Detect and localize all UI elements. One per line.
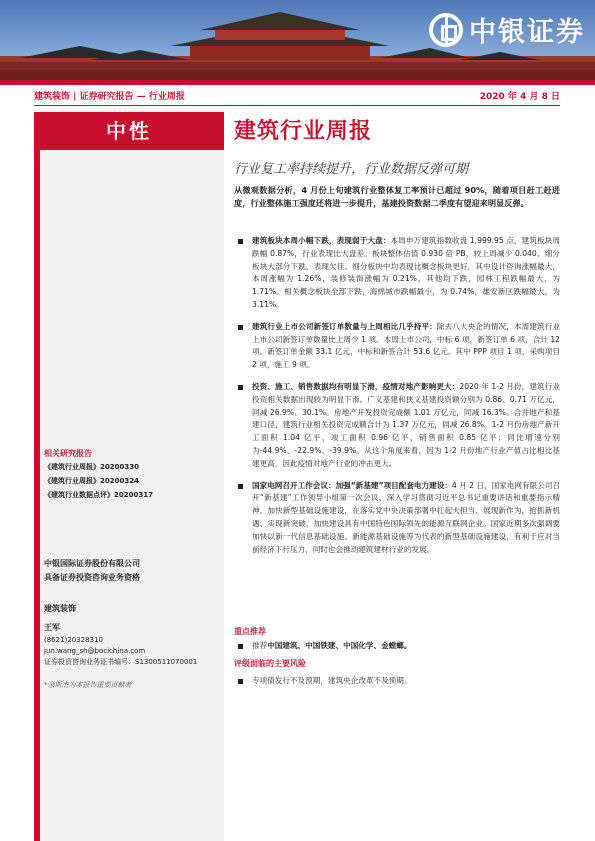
brand-name: 中银证券 [469,17,585,48]
key-point-lead: 建筑行业上市公司新签订单数量与上周相比几乎持平： [252,321,437,331]
recommend-stocks: 中国建筑、中国铁建、中国化学、金螳螂。 [267,641,412,650]
bullet-square-icon [238,679,243,684]
recommend-lead: 推荐 [252,641,268,650]
key-point-text: 本周申万建筑指数收盘 1,999.95 点，建筑板块周跌幅 0.87%，行业表现比大盘差。板块整体估值 0.930 倍 PB，较上周减少 0.040。细分板块大部分下跌，表现欠佳。细分板块中均表现比概念板块更好，其中设计咨询涨幅最大，本周涨幅为 1.26%，装修装饰涨幅为 0.21%，其他均下跌，园林工程跌幅最大，为 1.71%。相关概念板块全部下跌，海绵城市跌幅最小，为 0.74%，雄安新区跌幅最大，为 3.11%。 [252,236,560,309]
related-report-item[interactable]: 《建筑行业周报》20200330 [44,463,139,471]
breadcrumb: 建筑装饰 | 证券研究报告 — 行业周报 [34,92,185,102]
sidebar-red-bar [34,150,40,841]
key-points [234,235,560,565]
bullet-square-icon [238,239,243,244]
bank-of-china-logo-icon [429,13,463,47]
risk-text: 专项债发行不及预期，建筑央企改革不及预期。 [252,676,412,685]
bullet-square-icon [238,644,243,649]
bullet-square-icon [238,484,243,489]
subheader [0,85,595,105]
divider [34,105,560,106]
key-point-lead: 国家电网召开工作会议：加强“新基建”项目配套电力建设： [252,480,452,490]
report-title: 建筑行业周报 [234,118,373,144]
key-point-lead: 建筑板块本周小幅下跌，表现弱于大盘： [252,236,391,245]
key-point-lead: 投资、施工、销售数据均有明显下滑，疫情对地产影响更大： [252,381,460,391]
related-reports-list [44,462,222,504]
risk-item [234,675,560,687]
header-banner [0,0,595,80]
rating-badge: 中性 [34,112,224,150]
recommend-item [234,640,560,652]
key-point-text: 除去八大央企的情况，本周建筑行业上市公司新签订单数量比上周少 1 项。本周上市公司，中标 6 项，新签订单 6 项，合计 12 项。新签订单金额 33.1 亿元，中标和新签合计 53.6 亿元。其中 PPP 项目 1 项，采购项目 2 项，施工 9 项。 [252,321,561,370]
recommend-title: 重点推荐 [234,627,266,636]
analyst-license: 证券投资咨询业务证书编号：S1300511070001 [44,658,198,666]
brand-logo [429,10,585,49]
analyst-info [44,622,222,668]
key-point-text: 2020 年 1-2 月份，建筑行业投资相关数据出现较为明显下滑。广义基建和狭义基建投资额分别为 0.86、0.71 万亿元，同减 26.9%、30.1%。房地产开发投资完成额 1.01 万亿元，同减 16.3%。合并地产和基建口径，建筑行业相关投资完成额合计为 1.37 万亿元，同减 26.8%。1-2 月份房地产新开工面积 1.04 亿平，竣工面积 0.96 亿平，销售面积 0.85 亿平；同比增速分别为-44.9%、-22.9%、-39.9%。从这个角度来看，因为 1-2 月份地产行业产值占比相比基建更高，因此疫情对地产行业的冲击更大。 [252,381,560,468]
key-point-item [234,381,560,471]
key-point-text: 4 月 2 日，国家电网有限公司召开“新基建”工作领导小组第一次会议，深入学习贯彻习近平总书记重要讲话和重要指示精神，加快新型基础设施建设，在落实党中央决策部署中扛起大担当、展现新作为，抢抓新机遇、实现新突破，加快建设具有中国特色国际领先的能源互联网企业。国家近期多次强调要加快以新一代信息基础设施、新能源基础设施等为代表的新型基础设施建设，有利于应对当前经济下行压力，同时也会推动建筑建材行业的发展。 [252,480,560,554]
contributor-note: *余斯杰为本报告重要贡献者 [44,681,132,689]
related-report-item[interactable]: 《建筑行业周报》20200324 [44,477,139,485]
company-name: 中银国际证券股份有限公司 [44,559,140,568]
report-subtitle: 行业复工率持续提升，行业数据反弹可期 [234,162,469,177]
report-date: 2020 年 4 月 8 日 [479,92,560,102]
analyst-email[interactable]: jun.wang_sh@bocichina.com [44,647,146,655]
company-qualification: 具备证券投资咨询业务资格 [44,573,140,582]
risk-title: 评级面临的主要风险 [234,659,306,668]
key-point-item [234,321,560,372]
sector-label: 建筑装饰 [44,604,76,613]
analyst-phone: (8621)20328310 [44,636,103,644]
key-point-item [234,235,560,312]
company-info [44,557,222,585]
related-report-item[interactable]: 《建筑行业数据点评》20200317 [44,491,153,499]
bullet-square-icon [238,325,243,330]
key-point-item [234,480,560,557]
bullet-square-icon [238,385,243,390]
related-reports-title: 相关研究报告 [44,449,92,458]
analyst-name: 王军 [44,623,60,632]
summary-paragraph: 从微观数据分析，4 月份上旬建筑行业整体复工率预计已超过 90%，随着项目赶工赶进度，行业整体施工强度还将进一步提升，基建投资数据二季度有望迎来明显反弹。 [234,185,560,208]
